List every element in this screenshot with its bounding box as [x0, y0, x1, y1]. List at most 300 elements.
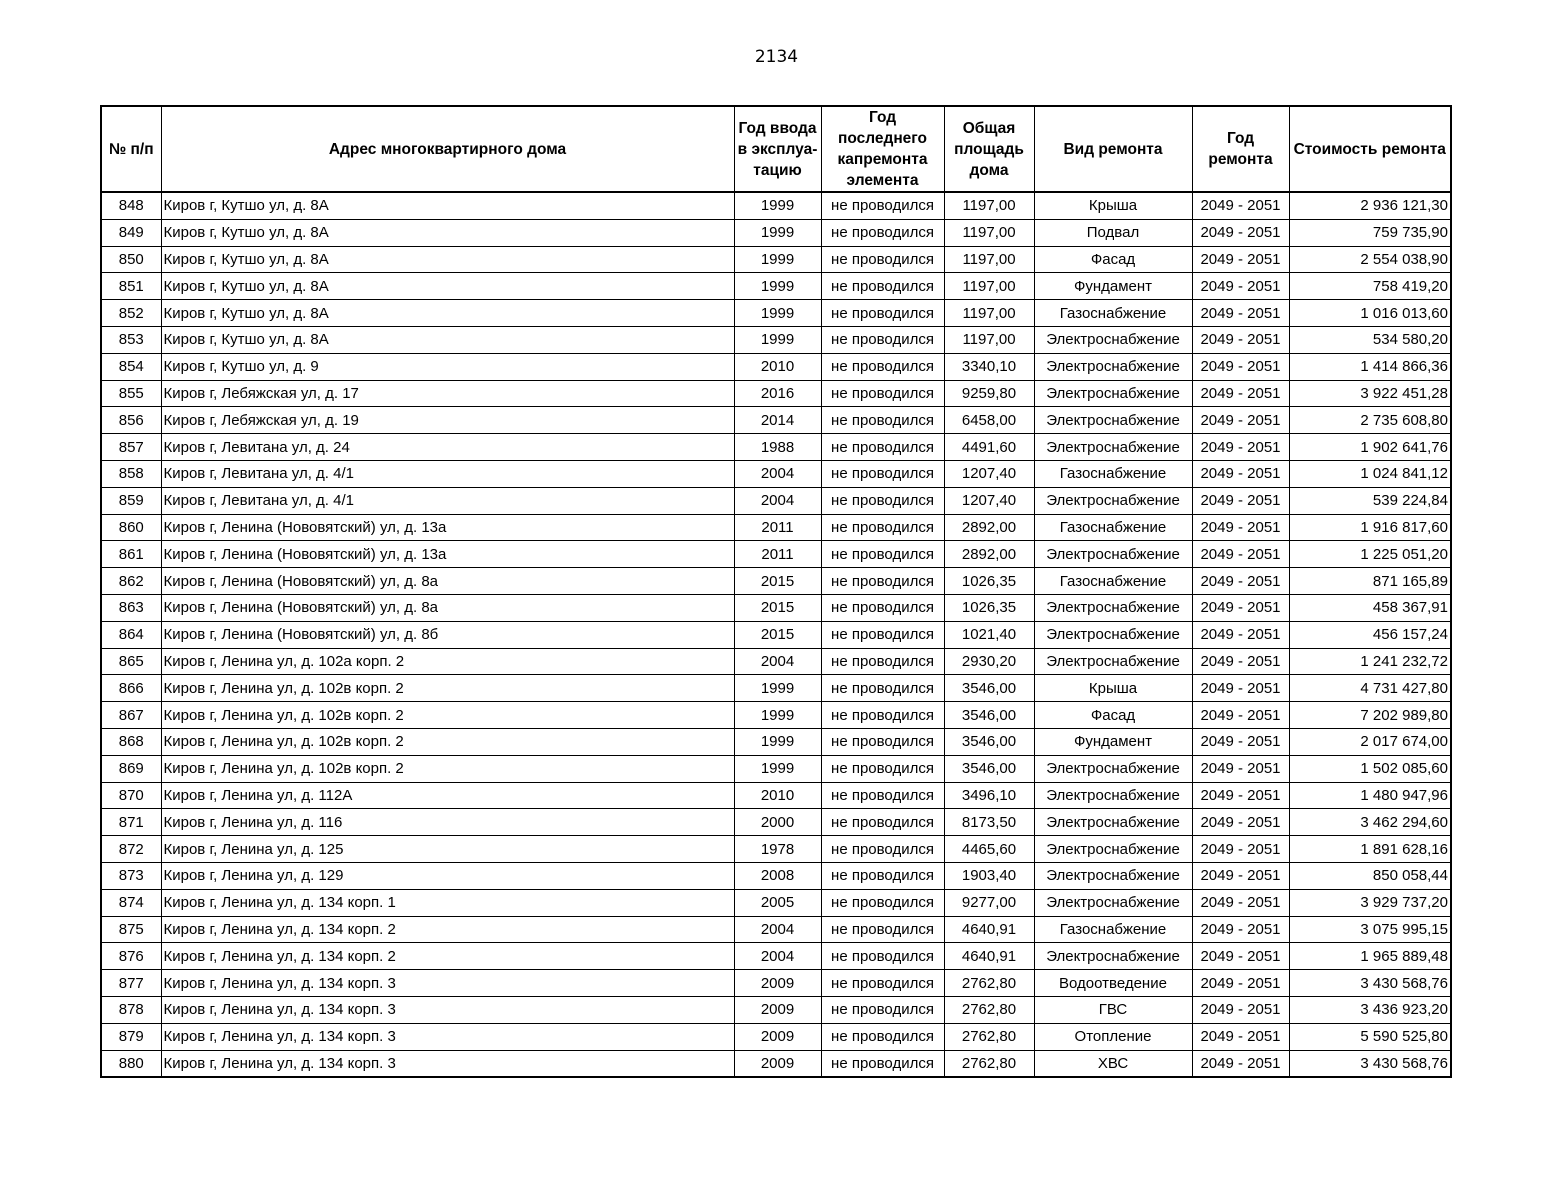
cell-number: 878 — [101, 996, 161, 1023]
cell-repair-cost: 759 735,90 — [1289, 219, 1451, 246]
cell-repair-cost: 3 430 568,76 — [1289, 970, 1451, 997]
cell-commission-year: 2015 — [734, 621, 821, 648]
cell-number: 854 — [101, 353, 161, 380]
table-row — [101, 219, 1451, 246]
cell-commission-year: 2015 — [734, 568, 821, 595]
cell-repair-cost: 3 462 294,60 — [1289, 809, 1451, 836]
cell-total-area: 4640,91 — [944, 943, 1034, 970]
cell-total-area: 4465,60 — [944, 836, 1034, 863]
cell-repair-year: 2049 - 2051 — [1192, 568, 1289, 595]
cell-last-repair: не проводился — [821, 594, 944, 621]
cell-address: Киров г, Ленина ул, д. 134 корп. 3 — [161, 996, 734, 1023]
cell-total-area: 3340,10 — [944, 353, 1034, 380]
cell-last-repair: не проводился — [821, 407, 944, 434]
table-row — [101, 1023, 1451, 1050]
cell-repair-year: 2049 - 2051 — [1192, 514, 1289, 541]
cell-repair-type: Электроснабжение — [1034, 434, 1192, 461]
cell-repair-cost: 871 165,89 — [1289, 568, 1451, 595]
cell-repair-type: Электроснабжение — [1034, 862, 1192, 889]
cell-total-area: 2762,80 — [944, 996, 1034, 1023]
cell-repair-cost: 1 241 232,72 — [1289, 648, 1451, 675]
cell-repair-cost: 3 922 451,28 — [1289, 380, 1451, 407]
cell-repair-cost: 5 590 525,80 — [1289, 1023, 1451, 1050]
cell-address: Киров г, Ленина ул, д. 125 — [161, 836, 734, 863]
table-row — [101, 702, 1451, 729]
cell-commission-year: 2015 — [734, 594, 821, 621]
cell-last-repair: не проводился — [821, 836, 944, 863]
cell-last-repair: не проводился — [821, 514, 944, 541]
cell-commission-year: 2000 — [734, 809, 821, 836]
cell-commission-year: 2011 — [734, 514, 821, 541]
table-row — [101, 889, 1451, 916]
cell-last-repair: не проводился — [821, 487, 944, 514]
cell-number: 855 — [101, 380, 161, 407]
table-row — [101, 434, 1451, 461]
cell-number: 853 — [101, 326, 161, 353]
cell-last-repair: не проводился — [821, 300, 944, 327]
cell-number: 873 — [101, 862, 161, 889]
cell-repair-year: 2049 - 2051 — [1192, 675, 1289, 702]
cell-number: 867 — [101, 702, 161, 729]
cell-last-repair: не проводился — [821, 1023, 944, 1050]
cell-repair-year: 2049 - 2051 — [1192, 943, 1289, 970]
cell-repair-year: 2049 - 2051 — [1192, 996, 1289, 1023]
header-number: № п/п — [101, 106, 161, 192]
cell-repair-cost: 850 058,44 — [1289, 862, 1451, 889]
cell-repair-type: Водоотведение — [1034, 970, 1192, 997]
cell-repair-type: Фундамент — [1034, 728, 1192, 755]
cell-last-repair: не проводился — [821, 889, 944, 916]
cell-repair-cost: 2 017 674,00 — [1289, 728, 1451, 755]
cell-last-repair: не проводился — [821, 192, 944, 219]
cell-address: Киров г, Ленина ул, д. 134 корп. 3 — [161, 970, 734, 997]
repair-schedule-table — [100, 105, 1452, 1078]
cell-repair-year: 2049 - 2051 — [1192, 300, 1289, 327]
cell-number: 858 — [101, 460, 161, 487]
cell-repair-type: Газоснабжение — [1034, 460, 1192, 487]
cell-address: Киров г, Ленина ул, д. 134 корп. 3 — [161, 1050, 734, 1077]
cell-address: Киров г, Ленина (Нововятский) ул, д. 13а — [161, 541, 734, 568]
cell-number: 863 — [101, 594, 161, 621]
table-row — [101, 487, 1451, 514]
cell-commission-year: 1999 — [734, 755, 821, 782]
cell-number: 848 — [101, 192, 161, 219]
cell-last-repair: не проводился — [821, 460, 944, 487]
cell-commission-year: 1999 — [734, 326, 821, 353]
table-header-row — [101, 106, 1451, 192]
cell-last-repair: не проводился — [821, 621, 944, 648]
cell-address: Киров г, Ленина ул, д. 134 корп. 3 — [161, 1023, 734, 1050]
table-row — [101, 246, 1451, 273]
cell-last-repair: не проводился — [821, 809, 944, 836]
cell-repair-cost: 2 735 608,80 — [1289, 407, 1451, 434]
cell-repair-year: 2049 - 2051 — [1192, 621, 1289, 648]
cell-address: Киров г, Кутшо ул, д. 9 — [161, 353, 734, 380]
cell-total-area: 1903,40 — [944, 862, 1034, 889]
cell-number: 850 — [101, 246, 161, 273]
cell-repair-cost: 539 224,84 — [1289, 487, 1451, 514]
cell-last-repair: не проводился — [821, 246, 944, 273]
cell-total-area: 2762,80 — [944, 970, 1034, 997]
cell-address: Киров г, Ленина (Нововятский) ул, д. 8а — [161, 594, 734, 621]
page-number: 2134 — [754, 47, 799, 67]
cell-repair-cost: 4 731 427,80 — [1289, 675, 1451, 702]
cell-commission-year: 2004 — [734, 487, 821, 514]
cell-repair-type: Фасад — [1034, 246, 1192, 273]
table-row — [101, 273, 1451, 300]
cell-total-area: 9259,80 — [944, 380, 1034, 407]
cell-address: Киров г, Ленина ул, д. 129 — [161, 862, 734, 889]
cell-last-repair: не проводился — [821, 728, 944, 755]
cell-last-repair: не проводился — [821, 541, 944, 568]
cell-repair-cost: 1 480 947,96 — [1289, 782, 1451, 809]
cell-total-area: 1026,35 — [944, 568, 1034, 595]
cell-repair-type: Электроснабжение — [1034, 648, 1192, 675]
cell-repair-type: Электроснабжение — [1034, 755, 1192, 782]
cell-last-repair: не проводился — [821, 434, 944, 461]
cell-total-area: 2892,00 — [944, 514, 1034, 541]
cell-number: 879 — [101, 1023, 161, 1050]
cell-number: 857 — [101, 434, 161, 461]
cell-address: Киров г, Кутшо ул, д. 8А — [161, 300, 734, 327]
table-row — [101, 809, 1451, 836]
cell-address: Киров г, Ленина ул, д. 134 корп. 2 — [161, 916, 734, 943]
cell-number: 852 — [101, 300, 161, 327]
cell-repair-year: 2049 - 2051 — [1192, 1050, 1289, 1077]
cell-number: 876 — [101, 943, 161, 970]
cell-address: Киров г, Ленина ул, д. 102в корп. 2 — [161, 728, 734, 755]
cell-repair-type: Электроснабжение — [1034, 541, 1192, 568]
cell-total-area: 1026,35 — [944, 594, 1034, 621]
cell-repair-cost: 456 157,24 — [1289, 621, 1451, 648]
table-row — [101, 996, 1451, 1023]
header-address: Адрес многоквартирного дома — [161, 106, 734, 192]
cell-commission-year: 2009 — [734, 1050, 821, 1077]
cell-last-repair: не проводился — [821, 273, 944, 300]
table-body — [101, 192, 1451, 1077]
cell-number: 861 — [101, 541, 161, 568]
cell-repair-year: 2049 - 2051 — [1192, 353, 1289, 380]
cell-repair-type: Отопление — [1034, 1023, 1192, 1050]
cell-total-area: 1197,00 — [944, 300, 1034, 327]
cell-repair-type: Электроснабжение — [1034, 809, 1192, 836]
cell-repair-year: 2049 - 2051 — [1192, 648, 1289, 675]
cell-total-area: 3496,10 — [944, 782, 1034, 809]
cell-repair-year: 2049 - 2051 — [1192, 916, 1289, 943]
cell-commission-year: 1999 — [734, 273, 821, 300]
cell-repair-cost: 1 916 817,60 — [1289, 514, 1451, 541]
cell-total-area: 2930,20 — [944, 648, 1034, 675]
cell-repair-year: 2049 - 2051 — [1192, 460, 1289, 487]
table-row — [101, 541, 1451, 568]
table-row — [101, 568, 1451, 595]
cell-repair-cost: 1 965 889,48 — [1289, 943, 1451, 970]
cell-last-repair: не проводился — [821, 996, 944, 1023]
cell-repair-type: Фасад — [1034, 702, 1192, 729]
cell-commission-year: 2009 — [734, 1023, 821, 1050]
cell-repair-cost: 1 414 866,36 — [1289, 353, 1451, 380]
cell-commission-year: 1999 — [734, 702, 821, 729]
table-row — [101, 192, 1451, 219]
table-row — [101, 1050, 1451, 1077]
cell-number: 851 — [101, 273, 161, 300]
cell-repair-type: Электроснабжение — [1034, 353, 1192, 380]
cell-address: Киров г, Левитана ул, д. 4/1 — [161, 487, 734, 514]
table-row — [101, 460, 1451, 487]
cell-repair-type: Электроснабжение — [1034, 836, 1192, 863]
cell-number: 849 — [101, 219, 161, 246]
cell-last-repair: не проводился — [821, 755, 944, 782]
cell-repair-year: 2049 - 2051 — [1192, 407, 1289, 434]
cell-repair-cost: 3 430 568,76 — [1289, 1050, 1451, 1077]
cell-last-repair: не проводился — [821, 326, 944, 353]
cell-number: 871 — [101, 809, 161, 836]
cell-repair-cost: 1 902 641,76 — [1289, 434, 1451, 461]
cell-repair-year: 2049 - 2051 — [1192, 380, 1289, 407]
cell-address: Киров г, Ленина (Нововятский) ул, д. 13а — [161, 514, 734, 541]
cell-total-area: 3546,00 — [944, 675, 1034, 702]
table-row — [101, 326, 1451, 353]
header-commission-year: Год ввода в эксплуа-тацию — [734, 106, 821, 192]
cell-last-repair: не проводился — [821, 648, 944, 675]
cell-repair-year: 2049 - 2051 — [1192, 326, 1289, 353]
header-repair-cost: Стоимость ремонта — [1289, 106, 1451, 192]
cell-total-area: 1197,00 — [944, 219, 1034, 246]
cell-last-repair: не проводился — [821, 862, 944, 889]
cell-commission-year: 2008 — [734, 862, 821, 889]
cell-commission-year: 1999 — [734, 192, 821, 219]
cell-address: Киров г, Ленина ул, д. 102в корп. 2 — [161, 702, 734, 729]
cell-total-area: 1197,00 — [944, 326, 1034, 353]
cell-repair-year: 2049 - 2051 — [1192, 782, 1289, 809]
cell-commission-year: 1999 — [734, 675, 821, 702]
cell-repair-cost: 1 024 841,12 — [1289, 460, 1451, 487]
cell-commission-year: 2014 — [734, 407, 821, 434]
cell-repair-cost: 3 929 737,20 — [1289, 889, 1451, 916]
cell-repair-type: Электроснабжение — [1034, 326, 1192, 353]
cell-number: 880 — [101, 1050, 161, 1077]
cell-repair-type: Крыша — [1034, 192, 1192, 219]
table-row — [101, 970, 1451, 997]
cell-address: Киров г, Кутшо ул, д. 8А — [161, 192, 734, 219]
cell-commission-year: 2011 — [734, 541, 821, 568]
header-last-repair-year: Год последнего капремонта элемента — [821, 106, 944, 192]
cell-address: Киров г, Ленина ул, д. 112А — [161, 782, 734, 809]
cell-total-area: 3546,00 — [944, 702, 1034, 729]
table-row — [101, 943, 1451, 970]
cell-address: Киров г, Кутшо ул, д. 8А — [161, 246, 734, 273]
table-row — [101, 675, 1451, 702]
cell-commission-year: 2009 — [734, 970, 821, 997]
cell-total-area: 2762,80 — [944, 1023, 1034, 1050]
cell-repair-type: Электроснабжение — [1034, 594, 1192, 621]
cell-number: 872 — [101, 836, 161, 863]
cell-repair-year: 2049 - 2051 — [1192, 728, 1289, 755]
cell-number: 868 — [101, 728, 161, 755]
cell-repair-year: 2049 - 2051 — [1192, 219, 1289, 246]
cell-total-area: 9277,00 — [944, 889, 1034, 916]
cell-commission-year: 2010 — [734, 782, 821, 809]
cell-address: Киров г, Кутшо ул, д. 8А — [161, 219, 734, 246]
cell-last-repair: не проводился — [821, 702, 944, 729]
cell-number: 869 — [101, 755, 161, 782]
cell-repair-cost: 1 225 051,20 — [1289, 541, 1451, 568]
cell-number: 865 — [101, 648, 161, 675]
cell-address: Киров г, Ленина (Нововятский) ул, д. 8а — [161, 568, 734, 595]
table-row — [101, 916, 1451, 943]
cell-number: 875 — [101, 916, 161, 943]
cell-repair-year: 2049 - 2051 — [1192, 755, 1289, 782]
cell-commission-year: 2004 — [734, 943, 821, 970]
table-row — [101, 594, 1451, 621]
cell-last-repair: не проводился — [821, 782, 944, 809]
cell-repair-cost: 1 016 013,60 — [1289, 300, 1451, 327]
cell-address: Киров г, Кутшо ул, д. 8А — [161, 273, 734, 300]
cell-commission-year: 2004 — [734, 916, 821, 943]
cell-commission-year: 1999 — [734, 300, 821, 327]
table-row — [101, 755, 1451, 782]
cell-repair-cost: 534 580,20 — [1289, 326, 1451, 353]
cell-repair-year: 2049 - 2051 — [1192, 541, 1289, 568]
cell-number: 870 — [101, 782, 161, 809]
cell-repair-type: Электроснабжение — [1034, 782, 1192, 809]
cell-repair-year: 2049 - 2051 — [1192, 702, 1289, 729]
cell-commission-year: 1999 — [734, 219, 821, 246]
cell-commission-year: 1988 — [734, 434, 821, 461]
cell-repair-cost: 458 367,91 — [1289, 594, 1451, 621]
cell-total-area: 4491,60 — [944, 434, 1034, 461]
cell-commission-year: 2004 — [734, 648, 821, 675]
cell-last-repair: не проводился — [821, 970, 944, 997]
table-row — [101, 862, 1451, 889]
cell-number: 859 — [101, 487, 161, 514]
cell-number: 874 — [101, 889, 161, 916]
cell-number: 862 — [101, 568, 161, 595]
cell-repair-type: ХВС — [1034, 1050, 1192, 1077]
table-row — [101, 621, 1451, 648]
table-row — [101, 782, 1451, 809]
cell-repair-type: Электроснабжение — [1034, 943, 1192, 970]
cell-repair-type: Газоснабжение — [1034, 916, 1192, 943]
cell-total-area: 1197,00 — [944, 192, 1034, 219]
cell-repair-year: 2049 - 2051 — [1192, 836, 1289, 863]
cell-total-area: 3546,00 — [944, 728, 1034, 755]
table-row — [101, 407, 1451, 434]
cell-repair-cost: 7 202 989,80 — [1289, 702, 1451, 729]
cell-commission-year: 2016 — [734, 380, 821, 407]
cell-address: Киров г, Ленина ул, д. 102в корп. 2 — [161, 675, 734, 702]
cell-total-area: 8173,50 — [944, 809, 1034, 836]
cell-repair-type: Газоснабжение — [1034, 300, 1192, 327]
header-repair-type: Вид ремонта — [1034, 106, 1192, 192]
cell-repair-cost: 1 891 628,16 — [1289, 836, 1451, 863]
table-row — [101, 648, 1451, 675]
cell-repair-year: 2049 - 2051 — [1192, 273, 1289, 300]
cell-repair-cost: 2 936 121,30 — [1289, 192, 1451, 219]
cell-repair-year: 2049 - 2051 — [1192, 246, 1289, 273]
cell-total-area: 4640,91 — [944, 916, 1034, 943]
cell-last-repair: не проводился — [821, 916, 944, 943]
cell-number: 856 — [101, 407, 161, 434]
cell-repair-type: Газоснабжение — [1034, 568, 1192, 595]
cell-repair-year: 2049 - 2051 — [1192, 487, 1289, 514]
cell-total-area: 1197,00 — [944, 246, 1034, 273]
cell-repair-year: 2049 - 2051 — [1192, 970, 1289, 997]
cell-total-area: 1197,00 — [944, 273, 1034, 300]
cell-repair-cost: 3 075 995,15 — [1289, 916, 1451, 943]
cell-repair-type: Фундамент — [1034, 273, 1192, 300]
cell-repair-year: 2049 - 2051 — [1192, 809, 1289, 836]
cell-repair-type: Крыша — [1034, 675, 1192, 702]
cell-commission-year: 1978 — [734, 836, 821, 863]
cell-repair-cost: 758 419,20 — [1289, 273, 1451, 300]
cell-address: Киров г, Ленина (Нововятский) ул, д. 8б — [161, 621, 734, 648]
cell-address: Киров г, Ленина ул, д. 102в корп. 2 — [161, 755, 734, 782]
cell-repair-year: 2049 - 2051 — [1192, 192, 1289, 219]
cell-total-area: 1207,40 — [944, 487, 1034, 514]
cell-address: Киров г, Лебяжская ул, д. 17 — [161, 380, 734, 407]
cell-commission-year: 2005 — [734, 889, 821, 916]
cell-repair-type: Электроснабжение — [1034, 621, 1192, 648]
table-row — [101, 353, 1451, 380]
table-row — [101, 380, 1451, 407]
cell-repair-type: Электроснабжение — [1034, 380, 1192, 407]
table-row — [101, 300, 1451, 327]
cell-commission-year: 2010 — [734, 353, 821, 380]
cell-last-repair: не проводился — [821, 675, 944, 702]
cell-total-area: 1021,40 — [944, 621, 1034, 648]
cell-address: Киров г, Ленина ул, д. 116 — [161, 809, 734, 836]
header-total-area: Общая площадь дома — [944, 106, 1034, 192]
cell-address: Киров г, Лебяжская ул, д. 19 — [161, 407, 734, 434]
cell-number: 860 — [101, 514, 161, 541]
cell-address: Киров г, Кутшо ул, д. 8А — [161, 326, 734, 353]
cell-repair-year: 2049 - 2051 — [1192, 862, 1289, 889]
cell-number: 866 — [101, 675, 161, 702]
cell-address: Киров г, Левитана ул, д. 4/1 — [161, 460, 734, 487]
cell-repair-year: 2049 - 2051 — [1192, 434, 1289, 461]
cell-repair-type: Подвал — [1034, 219, 1192, 246]
table-row — [101, 728, 1451, 755]
cell-repair-cost: 1 502 085,60 — [1289, 755, 1451, 782]
cell-repair-type: Электроснабжение — [1034, 407, 1192, 434]
cell-commission-year: 1999 — [734, 246, 821, 273]
cell-repair-year: 2049 - 2051 — [1192, 1023, 1289, 1050]
cell-commission-year: 2004 — [734, 460, 821, 487]
cell-repair-type: Газоснабжение — [1034, 514, 1192, 541]
cell-total-area: 1207,40 — [944, 460, 1034, 487]
cell-total-area: 6458,00 — [944, 407, 1034, 434]
cell-commission-year: 1999 — [734, 728, 821, 755]
table-row — [101, 836, 1451, 863]
cell-last-repair: не проводился — [821, 1050, 944, 1077]
cell-last-repair: не проводился — [821, 943, 944, 970]
cell-last-repair: не проводился — [821, 380, 944, 407]
cell-total-area: 3546,00 — [944, 755, 1034, 782]
cell-last-repair: не проводился — [821, 353, 944, 380]
cell-address: Киров г, Ленина ул, д. 134 корп. 1 — [161, 889, 734, 916]
cell-address: Киров г, Ленина ул, д. 134 корп. 2 — [161, 943, 734, 970]
cell-commission-year: 2009 — [734, 996, 821, 1023]
cell-total-area: 2762,80 — [944, 1050, 1034, 1077]
cell-last-repair: не проводился — [821, 219, 944, 246]
cell-last-repair: не проводился — [821, 568, 944, 595]
cell-number: 864 — [101, 621, 161, 648]
cell-repair-cost: 3 436 923,20 — [1289, 996, 1451, 1023]
header-repair-year: Год ремонта — [1192, 106, 1289, 192]
cell-number: 877 — [101, 970, 161, 997]
cell-address: Киров г, Ленина ул, д. 102а корп. 2 — [161, 648, 734, 675]
